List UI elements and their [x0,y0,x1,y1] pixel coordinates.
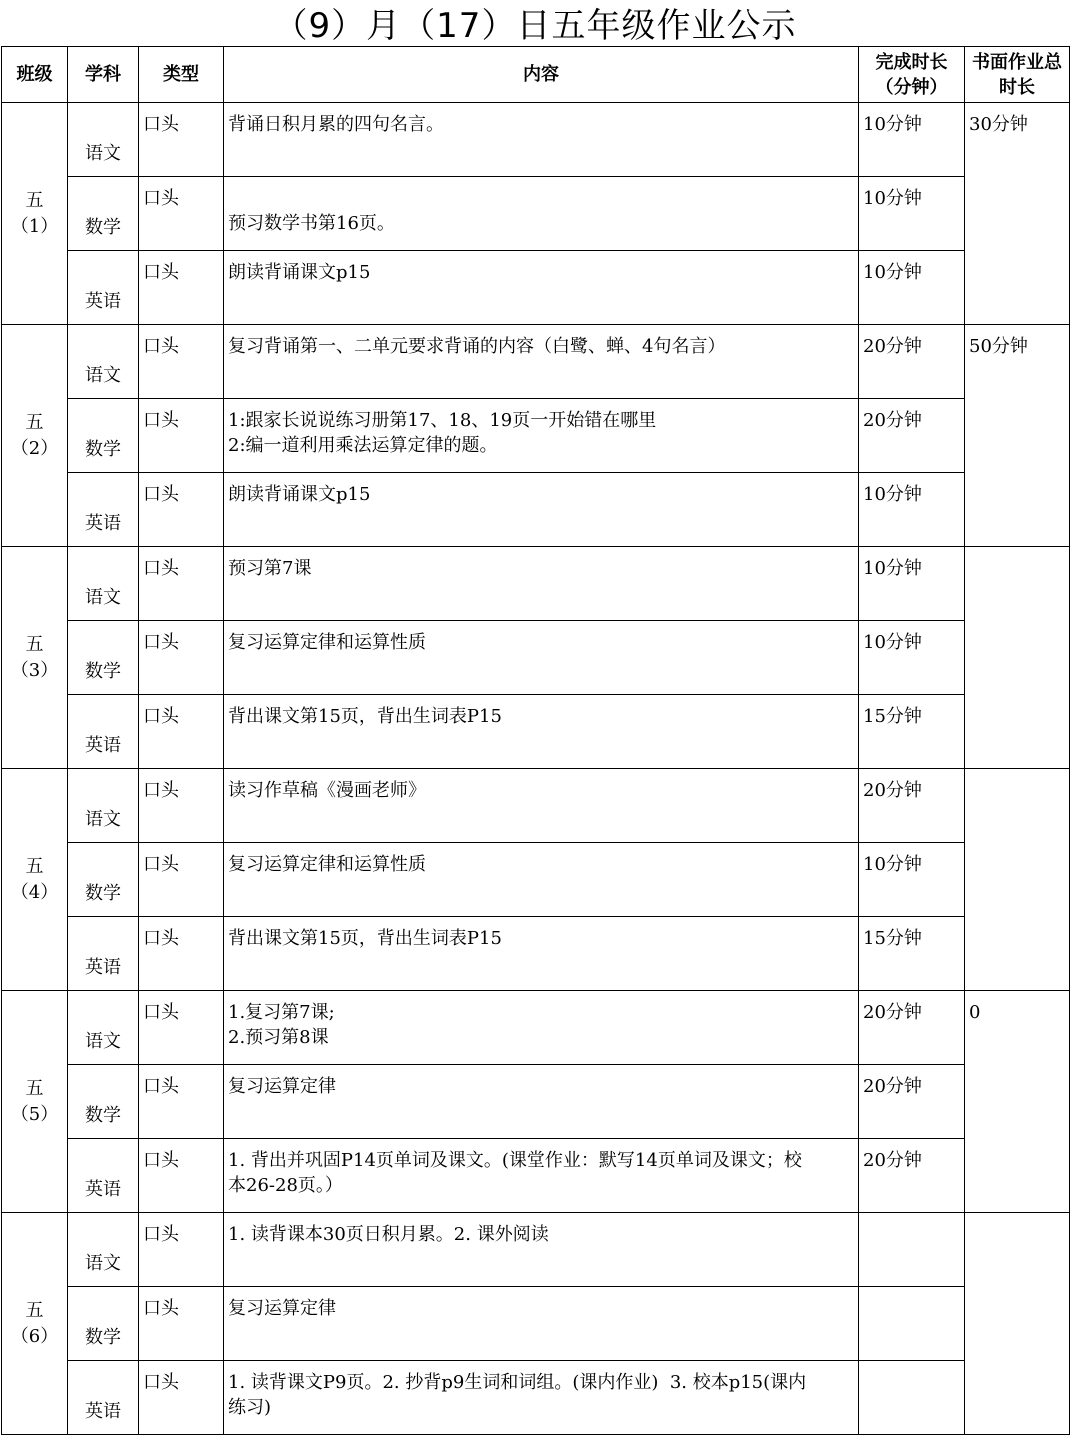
subject-cell: 英语 [68,695,139,769]
duration-cell [859,1287,965,1361]
class-cell [2,547,68,769]
content-cell [224,621,859,695]
class-cell [2,103,68,325]
table-row [2,547,1070,621]
content-line: 本26-28页。） [228,1175,343,1196]
duration-cell [859,1361,965,1435]
duration-cell: 10分钟 [859,103,965,177]
class-grade: 五 [25,411,44,433]
type-cell: 口头 [139,917,224,991]
header-row [2,47,1070,103]
subject-cell: 语文 [68,103,139,177]
table-row [2,769,1070,843]
table-row [2,1361,1070,1435]
table-row [2,103,1070,177]
duration-cell: 10分钟 [859,547,965,621]
type-cell: 口头 [139,251,224,325]
table-row [2,177,1070,251]
table-row [2,843,1070,917]
class-number: （3） [10,659,59,681]
content-cell [224,1139,859,1213]
class-number: （1） [10,215,59,237]
subject-cell: 数学 [68,843,139,917]
type-cell: 口头 [139,769,224,843]
content-cell [224,103,859,177]
table-row [2,621,1070,695]
content-line: 2:编一道利用乘法运算定律的题。 [228,435,498,456]
subject-cell: 数学 [68,1065,139,1139]
content-line [228,186,854,211]
duration-cell: 20分钟 [859,399,965,473]
subject-cell: 数学 [68,177,139,251]
subject-cell: 数学 [68,1287,139,1361]
table-row [2,325,1070,399]
type-cell: 口头 [139,325,224,399]
class-grade: 五 [25,855,44,877]
content-line: 复习运算定律和运算性质 [228,632,426,653]
type-cell: 口头 [139,1213,224,1287]
content-cell [224,473,859,547]
class-grade: 五 [25,189,44,211]
class-number: （2） [10,437,59,459]
class-number: （6） [10,1325,59,1347]
duration-cell: 20分钟 [859,1065,965,1139]
duration-cell: 10分钟 [859,843,965,917]
table-row [2,1213,1070,1287]
content-line: 1:跟家长说说练习册第17、18、19页一开始错在哪里 [228,410,657,431]
written-total-cell: 50分钟 [965,325,1070,547]
content-line: 朗读背诵课文p15 [228,484,371,505]
duration-cell: 20分钟 [859,769,965,843]
type-cell: 口头 [139,103,224,177]
header-written-total: 书面作业总时长 [965,47,1070,103]
content-line: 1.复习第7课; [228,1002,335,1023]
content-cell [224,547,859,621]
content-cell [224,1287,859,1361]
written-total-cell [965,547,1070,769]
subject-cell: 语文 [68,1213,139,1287]
table-row [2,917,1070,991]
table-row [2,1065,1070,1139]
table-row [2,251,1070,325]
duration-cell: 10分钟 [859,251,965,325]
class-grade: 五 [25,1077,44,1099]
class-grade: 五 [25,1299,44,1321]
written-total-cell: 0 [965,991,1070,1213]
class-cell [2,769,68,991]
type-cell: 口头 [139,843,224,917]
class-cell [2,1213,68,1435]
type-cell: 口头 [139,399,224,473]
content-cell [224,769,859,843]
table-row [2,1287,1070,1361]
content-line: 复习运算定律 [228,1076,336,1097]
subject-cell: 英语 [68,1361,139,1435]
content-cell [224,1065,859,1139]
type-cell: 口头 [139,1361,224,1435]
content-line: 1. 读背课文P9页。2. 抄背p9生词和词组。(课内作业) 3. 校本p15(课内 [228,1372,807,1393]
subject-cell: 语文 [68,991,139,1065]
content-cell [224,177,859,251]
written-total-cell: 30分钟 [965,103,1070,325]
table-row [2,695,1070,769]
class-cell [2,991,68,1213]
table-row [2,399,1070,473]
content-line: 背诵日积月累的四句名言。 [228,114,444,135]
subject-cell: 数学 [68,399,139,473]
content-cell [224,251,859,325]
header-subject: 学科 [68,47,139,103]
table-row [2,473,1070,547]
type-cell: 口头 [139,1139,224,1213]
content-line: 预习数学书第16页。 [228,213,395,234]
content-line: 复习运算定律和运算性质 [228,854,426,875]
duration-cell: 10分钟 [859,621,965,695]
table-row [2,991,1070,1065]
header-content: 内容 [224,47,859,103]
class-grade: 五 [25,633,44,655]
subject-cell: 英语 [68,473,139,547]
content-cell [224,695,859,769]
content-cell [224,917,859,991]
duration-cell: 20分钟 [859,1139,965,1213]
content-line: 复习背诵第一、二单元要求背诵的内容（白鹭、蝉、4句名言） [228,336,726,357]
content-cell [224,843,859,917]
type-cell: 口头 [139,991,224,1065]
class-number: （5） [10,1103,59,1125]
type-cell: 口头 [139,473,224,547]
content-cell [224,991,859,1065]
duration-cell [859,1213,965,1287]
type-cell: 口头 [139,695,224,769]
content-line: 1. 读背课本30页日积月累。2. 课外阅读 [228,1224,549,1245]
table-row [2,1139,1070,1213]
duration-cell: 20分钟 [859,325,965,399]
duration-cell: 20分钟 [859,991,965,1065]
content-line: 1. 背出并巩固P14页单词及课文。(课堂作业：默写14页单词及课文；校 [228,1150,802,1171]
subject-cell: 语文 [68,769,139,843]
written-total-cell [965,769,1070,991]
content-cell [224,1361,859,1435]
type-cell: 口头 [139,621,224,695]
type-cell: 口头 [139,1287,224,1361]
duration-cell: 10分钟 [859,473,965,547]
type-cell: 口头 [139,177,224,251]
homework-table [1,46,1070,1435]
subject-cell: 英语 [68,1139,139,1213]
subject-cell: 数学 [68,621,139,695]
content-line: 读习作草稿《漫画老师》 [228,780,426,801]
subject-cell: 英语 [68,251,139,325]
header-type: 类型 [139,47,224,103]
class-cell [2,325,68,547]
type-cell: 口头 [139,1065,224,1139]
page-title: （9）月（17）日五年级作业公示 [273,6,797,46]
subject-cell: 英语 [68,917,139,991]
content-line: 预习第7课 [228,558,312,579]
subject-cell: 语文 [68,325,139,399]
content-cell [224,325,859,399]
duration-cell: 10分钟 [859,177,965,251]
content-line: 练习) [228,1397,272,1418]
content-cell [224,1213,859,1287]
duration-cell: 15分钟 [859,917,965,991]
table-body [2,103,1070,1435]
content-line: 2.预习第8课 [228,1027,329,1048]
content-cell [224,399,859,473]
class-number: （4） [10,881,59,903]
header-duration: 完成时长（分钟） [859,47,965,103]
content-line: 背出课文第15页，背出生词表P15 [228,928,502,949]
content-line: 朗读背诵课文p15 [228,262,371,283]
duration-cell: 15分钟 [859,695,965,769]
content-line: 背出课文第15页，背出生词表P15 [228,706,502,727]
subject-cell: 语文 [68,547,139,621]
header-class: 班级 [2,47,68,103]
content-line: 复习运算定律 [228,1298,336,1319]
written-total-cell [965,1213,1070,1435]
type-cell: 口头 [139,547,224,621]
